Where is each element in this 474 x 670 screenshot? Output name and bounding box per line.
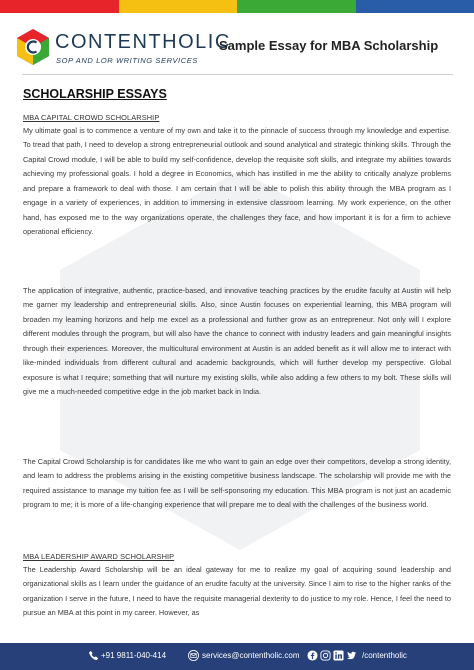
page-header (0, 13, 474, 75)
contact-email[interactable]: services@contentholic.com (202, 651, 300, 660)
phone-icon (88, 650, 99, 661)
linkedin-icon[interactable] (333, 650, 344, 661)
paragraph: The application of integrative, authentic, practice-based, and innovative teaching practices by the erudite faculty at Austin will help me garner my leadership and entrepreneurial skills. Also, since Austin focuses on experiential learning, this MBA program will broaden my learning horizons and help me excel as a professional and further grow as an entrepreneur. Not only will I explore different modules through the program, but will also have the chance to connect with industry leaders and gain meaningful insights through their experiences. Moreover, the multicultural environment at Austin is an added benefit as it will allow me to interact with like-minded individuals from different cultural and academic backgrounds, which will further develop my perspective. Global exposure is what I require; something that will nurture my existing skills, while also adding a few others to my bolt. These skills will give me a much-needed competitive edge in the job market back in India. (23, 286, 451, 397)
color-strip-green (237, 0, 356, 13)
brand-tagline: SOP AND LOR WRITING SERVICES (56, 56, 198, 65)
color-strip-red (0, 0, 119, 13)
color-strip-yellow (119, 0, 238, 13)
paragraph: The Leadership Award Scholarship will be an ideal gateway for me to realize my goal of acquiring sound leadership and organizational skills as I learn under the guidance of an erudite faculty at the university. Since I aim to rise to the higher ranks of the organization I serve in the future, I need to have the requisite managerial dexterity to do justice to my role. Hence, I feel the need to pursue an MBA at this point in my career. However, as (23, 565, 451, 618)
instagram-icon[interactable] (320, 650, 331, 661)
header-divider (22, 74, 453, 75)
twitter-icon[interactable] (346, 650, 357, 661)
color-strip (0, 0, 474, 13)
social-handle[interactable]: /contentholic (362, 651, 407, 660)
section-title-capital-crowd: MBA CAPITAL CROWD SCHOLARSHIP (23, 113, 160, 122)
paragraph: The Capital Crowd Scholarship is for candidates like me who want to gain an edge over their competitors, develop a strong identity, and learn to address the problems arising in the existing competitive business landscape. The scholarship will provide me with the required assistance to manage my tuition fee as I will be self-sponsoring my education. This MBA program is not just an academic program to me; it is more of a life-changing experience that will prepare me to deal with the challenges of the business world. (23, 457, 451, 510)
document-title: Sample Essay for MBA Scholarship (219, 38, 439, 53)
contact-phone[interactable]: +91 9811-040-414 (101, 651, 167, 660)
facebook-icon[interactable] (307, 650, 318, 661)
section-title-leadership-award: MBA LEADERSHIP AWARD SCHOLARSHIP (23, 552, 175, 561)
color-strip-blue (356, 0, 474, 13)
page-footer (0, 643, 474, 670)
brand-name: CONTENTHOLIC (55, 31, 231, 53)
paragraph: My ultimate goal is to commence a venture of my own and take it to the pinnacle of success through my knowledge and expertise. To tread that path, I need to develop a strong entrepreneurial outlook and sound analytical and strategic thinking skills. Through the Capital Crowd module, I will be able to build my self-confidence, develop the requisite soft skills, and integrate my abilities towards achieving my professional goals. I hold a degree in Economics, which has instilled in me the ability to critically analyze problems and prepare a framework to deal with those. I am certain that I will be able to polish this ability through the MBA program as I engage in a variety of experiences, in addition to immersing in extensive classroom learning. My work experience, on the other hand, has exposed me to the way organizations operate, the challenges they face, and how important it is for a firm to achieve operational efficiency. (23, 126, 451, 237)
contentholic-logo-icon (17, 29, 49, 65)
mail-icon (188, 650, 199, 661)
page-heading: SCHOLARSHIP ESSAYS (23, 87, 167, 101)
